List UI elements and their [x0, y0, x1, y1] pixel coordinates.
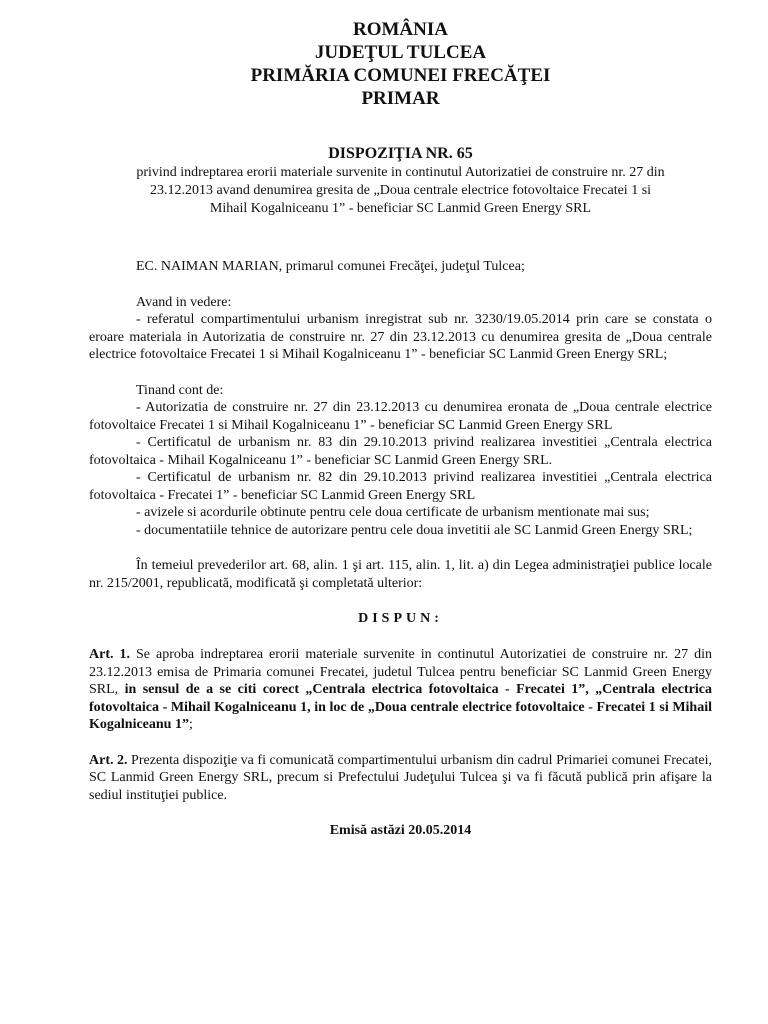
header-mayor: PRIMAR — [361, 88, 440, 109]
header-country: ROMÂNIA — [353, 19, 448, 40]
tinand-item: - avizele si acordurile obtinute pentru cele doua certificate de urbanism mentionate mai sus; — [136, 505, 650, 520]
article-1-text: Se aproba indreptarea erorii materiale survenite in continutul Autorizatiei de construire nr. 27 din 23.12.2013 emisa de Primaria comunei Frecatei, judetul Tulcea pentru beneficiar SC Lanmid Green Energy SRL, — [89, 647, 712, 697]
legal-basis-paragraph: În temeiul prevederilor art. 68, alin. 1 şi art. 115, alin. 1, lit. a) din Legea administraţiei publice locale nr. 215/2001, republicată, modificată şi completată ulterior: — [89, 558, 712, 591]
article-1-correction: in sensul de a se citi corect „Centrala electrica fotovoltaica - Frecatei 1”, „Centrala electrica fotovoltaica - Mihail Kogalniceanu 1, in loc de „Doua centrale electrice fotovoltaice - Frecatei 1 si Mihail Kogalniceanu 1” — [89, 682, 712, 732]
tinand-item: - documentatiile tehnice de autorizare pentru cele doua invetitii ale SC Lanmid Green Energy SRL; — [136, 522, 693, 538]
document-title: DISPOZIŢIA NR. 65 — [328, 145, 473, 162]
issue-date: Emisă astăzi 20.05.2014 — [329, 823, 472, 838]
article-1-end: ; — [188, 717, 193, 732]
article-2-text: Prezenta dispoziţie va fi comunicată compartimentului urbanism din cadrul Primariei comunei Frecatei, SC Lanmid Green Energy SRL, precum si Prefectului Judeţului Tulcea şi va fi făcută publică prin afişare la sediul instituţiei publice. — [89, 752, 712, 803]
document-subtitle — [89, 164, 712, 218]
tinand-item: - Autorizatia de construire nr. 27 din 23.12.2013 cu denumirea eronata de „Doua centrale electrice fotovoltaice Frecatei 1 si Mihail Kogalniceanu 1” - beneficiar SC Lanmid Green Energy SRL — [89, 400, 712, 433]
subtitle-line: Mihail Kogalniceanu 1” - beneficiar SC Lanmid Green Energy SRL — [209, 201, 592, 216]
intro-paragraph: EC. NAIMAN MARIAN, primarul comunei Frecăţei, judeţul Tulcea; — [136, 259, 525, 274]
tinand-item: - Certificatul de urbanism nr. 83 din 29.10.2013 privind realizarea investitiei „Centrala electrica fotovoltaica - Mihail Kogalniceanu 1” - beneficiar SC Lanmid Green Energy SRL. — [89, 435, 712, 468]
article-1-label: Art. 1. — [89, 647, 130, 662]
article-2 — [89, 752, 712, 805]
article-1 — [89, 646, 712, 734]
subtitle-line: privind indreptarea erorii materiale survenite in continutul Autorizatiei de construire nr. 27 din — [136, 165, 665, 180]
subtitle-line: 23.12.2013 avand denumirea gresita de „Doua centrale electrice fotovoltaice Frecatei 1 si — [149, 183, 652, 198]
header-city-hall: PRIMĂRIA COMUNEI FRECĂŢEI — [250, 65, 551, 86]
document-header — [89, 18, 712, 110]
tinand-item: - Certificatul de urbanism nr. 82 din 29.10.2013 privind realizarea investitiei „Centrala electrica fotovoltaica - Frecatei 1” - beneficiar SC Lanmid Green Energy SRL — [89, 470, 712, 503]
header-county: JUDEŢUL TULCEA — [314, 42, 487, 63]
avand-item: - referatul compartimentului urbanism inregistrat sub nr. 3230/19.05.2014 prin care se constata o eroare materiala in Autorizatia de construire nr. 27 din 23.12.2013 cu denumirea gresita de „Doua centrale electrice fotovoltaice Frecatei 1 si Mihail Kogalniceanu 1” - beneficiar SC Lanmid Green Energy SRL; — [89, 312, 712, 362]
avand-heading: Avand in vedere: — [136, 294, 232, 310]
tinand-heading: Tinand cont de: — [136, 382, 224, 398]
article-2-label: Art. 2. — [89, 752, 128, 768]
dispun-heading: DISPUN: — [358, 611, 443, 626]
